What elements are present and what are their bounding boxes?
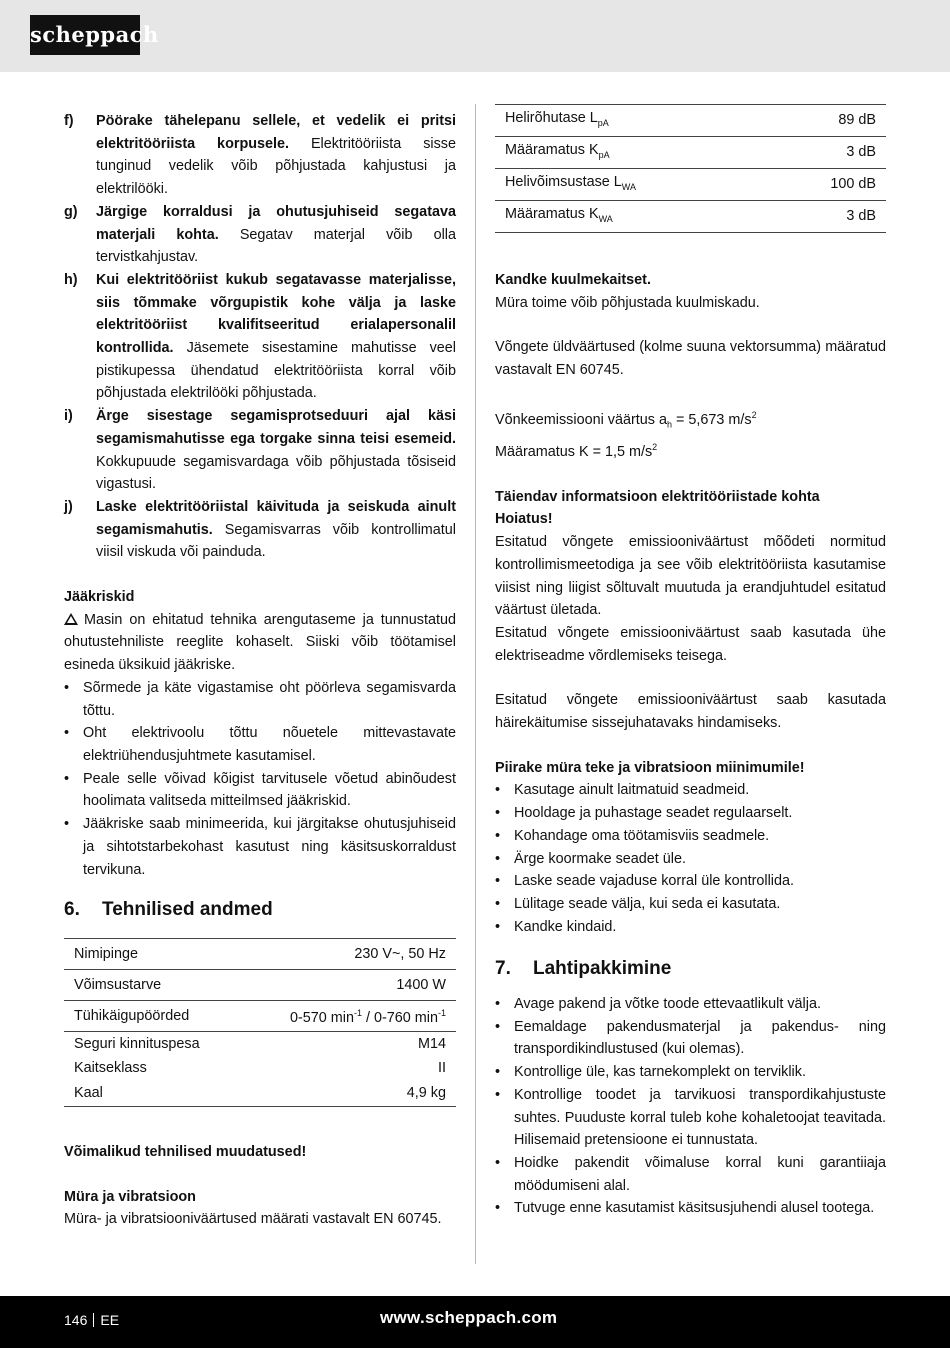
table-row: Võimsustarve 1400 W: [64, 969, 456, 1000]
item-label: f): [64, 113, 74, 129]
list-item: • Avage pakend ja võtke toode ettevaatlikult välja.: [495, 993, 886, 1016]
bullet-icon: •: [64, 770, 70, 787]
table-row: Kaal 4,9 kg: [64, 1080, 456, 1107]
right-column: [495, 104, 886, 1220]
column-divider: [475, 104, 476, 1264]
list-item: • Tutvuge enne kasutamist käsitsusjuhendi alusel tootega.: [495, 1197, 886, 1220]
item-text: Kui elektritööriist kukub segatavasse materjalisse, siis tõmmake võrgupistik kohe välja ja laske elektritööriist kvalifitseeritud erialapersonalil kontrollida. Jäsemete sisestamine mahutisse veel pistikupessa ühendatud elektritööriista korral võib põhjustada elektrilööki põhjustada.: [96, 271, 456, 402]
list-item: • Ärge koormake seadet üle.: [495, 848, 886, 871]
section-6-heading: 6. Tehnilised andmed: [64, 899, 273, 921]
website-link[interactable]: www.scheppach.com: [380, 1308, 558, 1327]
list-item: [64, 269, 456, 405]
info-paragraph-2: Esitatud võngete emissiooniväärtust saab kasutada ühe elektriseadme võrdlemiseks teisega.: [495, 624, 886, 664]
list-item: [64, 405, 456, 496]
uncertainty-value: Määramatus K = 1,5 $m/s^2$: [495, 442, 658, 460]
residual-risks-list: [64, 677, 456, 881]
bullet-icon: •: [64, 725, 70, 742]
noise-table: [495, 104, 886, 233]
list-item: [64, 496, 456, 564]
list-item: • Eemaldage pakendusmaterjal ja pakendus- ning transpordikindlustused (kui olemas).: [495, 1016, 886, 1061]
residual-risks-intro: Masin on ehitatud tehnika arengutaseme ja tunnustatud ohutustehniliste reeglite kohaselt. Siiski võib töötamisel esineda üksikuid jääkriske.: [64, 611, 456, 674]
list-item: [64, 201, 456, 269]
bullet-icon: •: [495, 827, 501, 844]
noise-text: Müra- ja vibratsiooniväärtused määrati vastavalt EN 60745.: [64, 1211, 442, 1228]
table-row: Tühikäigupöörded 0-570 $\min^{-1} / 0-760$ $\min^{-1}$: [64, 1000, 456, 1031]
bullet-icon: •: [495, 996, 501, 1013]
page-number: 146 EE: [64, 1312, 120, 1328]
list-item: • Kontrollige üle, kas tarnekomplekt on terviklik.: [495, 1061, 886, 1084]
list-item: • Peale selle võivad kõigist tarvitusele võetud abinõudest hoolimata valitseda mitteilmsed jääkriskid.: [64, 768, 456, 813]
left-column: [64, 110, 456, 1231]
bullet-icon: •: [495, 895, 501, 912]
list-item: • Laske seade vajaduse korral üle kontrollida.: [495, 870, 886, 893]
item-label: i): [64, 408, 73, 425]
bullet-icon: •: [495, 873, 501, 890]
noise-title: Müra ja vibratsioon: [64, 1188, 196, 1205]
limit-list: [495, 779, 886, 938]
item-text: Pöörake tähelepanu sellele, et vedelik ei pritsi elektritööriista korpusele. Elektritööriista sisse tunginud vedelik võib põhjustada kahjustusi ja elektrilööki.: [96, 113, 456, 198]
list-item: • Lülitage seade välja, kui seda ei kasutata.: [495, 893, 886, 916]
list-item: • Oht elektrivoolu tõttu nõuetele mittevastavate elektriühendusjuhtmete kasutamisel.: [64, 722, 456, 767]
bullet-icon: •: [495, 918, 501, 935]
info-paragraph-3: Esitatud võngete emissiooniväärtust saab kasutada häirekäitumise sissejuhatavaks hindamiseks.: [495, 692, 886, 732]
unpack-list: [495, 993, 886, 1220]
bullet-icon: •: [495, 1086, 501, 1103]
table-row: Helivõimsustase $L_{WA}$ 100 dB: [495, 169, 886, 201]
list-item: • Kasutage ainult laitmatuid seadmeid.: [495, 779, 886, 802]
table-row: Seguri kinnituspesa M14: [74, 1035, 446, 1052]
info-title: Täiendav informatsioon elektritööriistade kohta: [495, 488, 820, 505]
table-row: Määramatus $K_{WA}$ 3 dB: [495, 201, 886, 233]
bullet-icon: •: [495, 1018, 501, 1035]
table-row: Nimipinge 230 V~, 50 Hz: [64, 938, 456, 969]
list-item: [64, 110, 456, 201]
list-item: • Kohandage oma töötamisviis seadmele.: [495, 825, 886, 848]
list-item: • Jääkriske saab minimeerida, kui järgitakse ohutusjuhiseid ja sihtotstarbekohast kasutust ning käsitsuskorraldust tervikuna.: [64, 813, 456, 881]
warning-title: Hoiatus!: [495, 511, 553, 528]
hearing-protection-title: Kandke kuulmekaitset.: [495, 272, 651, 288]
hearing-protection-text: Müra toime võib põhjustada kuulmiskadu.: [495, 294, 760, 311]
vibration-value: Võnkeemissiooni väärtus $a_h = 5,673$ $m/s^2$: [495, 409, 757, 430]
warning-triangle-icon: [64, 613, 78, 625]
changes-note: Võimalikud tehnilised muudatused!: [64, 1143, 307, 1160]
item-text: Laske elektritööriistal käivituda ja seiskuda ainult segamismahutis. Segamisvarras võib kontrollimatul viisil viskuda või painduda.: [96, 498, 456, 561]
bullet-icon: •: [495, 805, 501, 822]
limit-title: Piirake müra teke ja vibratsioon miinimumile!: [495, 759, 805, 776]
item-label: j): [64, 498, 73, 515]
bullet-icon: •: [64, 679, 70, 696]
bullet-icon: •: [495, 850, 501, 867]
info-paragraph-1: Esitatud võngete emissiooniväärtust mõõdeti normitud kontrollimismeetodiga ja see võib elektritööriista kasutamise viisist ning liigist sõltuvalt muutuda ja erandjuhtudel esitatud väärtust ületada.: [495, 534, 886, 619]
bullet-icon: •: [495, 1200, 501, 1217]
item-label: h): [64, 271, 78, 288]
table-row: Helirõhutase $L_{pA}$ 89 dB: [495, 105, 886, 137]
list-item: • Kandke kindaid.: [495, 916, 886, 939]
list-item: • Sõrmede ja käte vigastamise oht pöörleva segamisvarda tõttu.: [64, 677, 456, 722]
bullet-icon: •: [495, 1064, 501, 1081]
list-item: • Hooldage ja puhastage seadet regulaarselt.: [495, 802, 886, 825]
bullet-icon: •: [64, 816, 70, 833]
item-label: g): [64, 203, 78, 220]
table-row: Määramatus $K_{pA}$ 3 dB: [495, 137, 886, 169]
spec-table: [64, 938, 456, 1107]
list-item: • Kontrollige toodet ja tarvikuosi transpordikahjustuste suhtes. Puuduste korral tuleb kohe kohaletoojat teavitada. Hilisemaid pretensioone ei tunnustata.: [495, 1084, 886, 1152]
item-text: Järgige korraldusi ja ohutusjuhiseid segatava materjali kohta. Segatav materjal võib olla tervistkahjustav.: [96, 203, 456, 266]
bullet-icon: •: [495, 782, 501, 799]
table-row: Kaitseklass II: [74, 1059, 446, 1076]
page-footer: [0, 1296, 950, 1348]
page-header: [0, 0, 950, 72]
safety-list: [64, 110, 456, 564]
section-7-heading: 7. Lahtipakkimine: [495, 958, 672, 980]
bullet-icon: •: [495, 1154, 501, 1171]
residual-risks-title: Jääkriskid: [64, 589, 135, 606]
item-text: Ärge sisestage segamisprotseduuri ajal käsi segamismahutisse ega torgake sinna teisi esemeid. Kokkupuude segamisvardaga võib põhjustada tõsiseid vigastusi.: [96, 408, 456, 493]
brand-logo: scheppach: [30, 15, 140, 55]
total-values-text: Võngete üldväärtused (kolme suuna vektorsumma) määratud vastavalt EN 60745.: [495, 339, 886, 379]
rpm-value: 0-570 $\min^{-1} / 0-760$ $\min^{-1}$: [241, 1000, 456, 1031]
list-item: • Hoidke pakendit võimaluse korral kuni garantiiaja möödumiseni alal.: [495, 1152, 886, 1197]
